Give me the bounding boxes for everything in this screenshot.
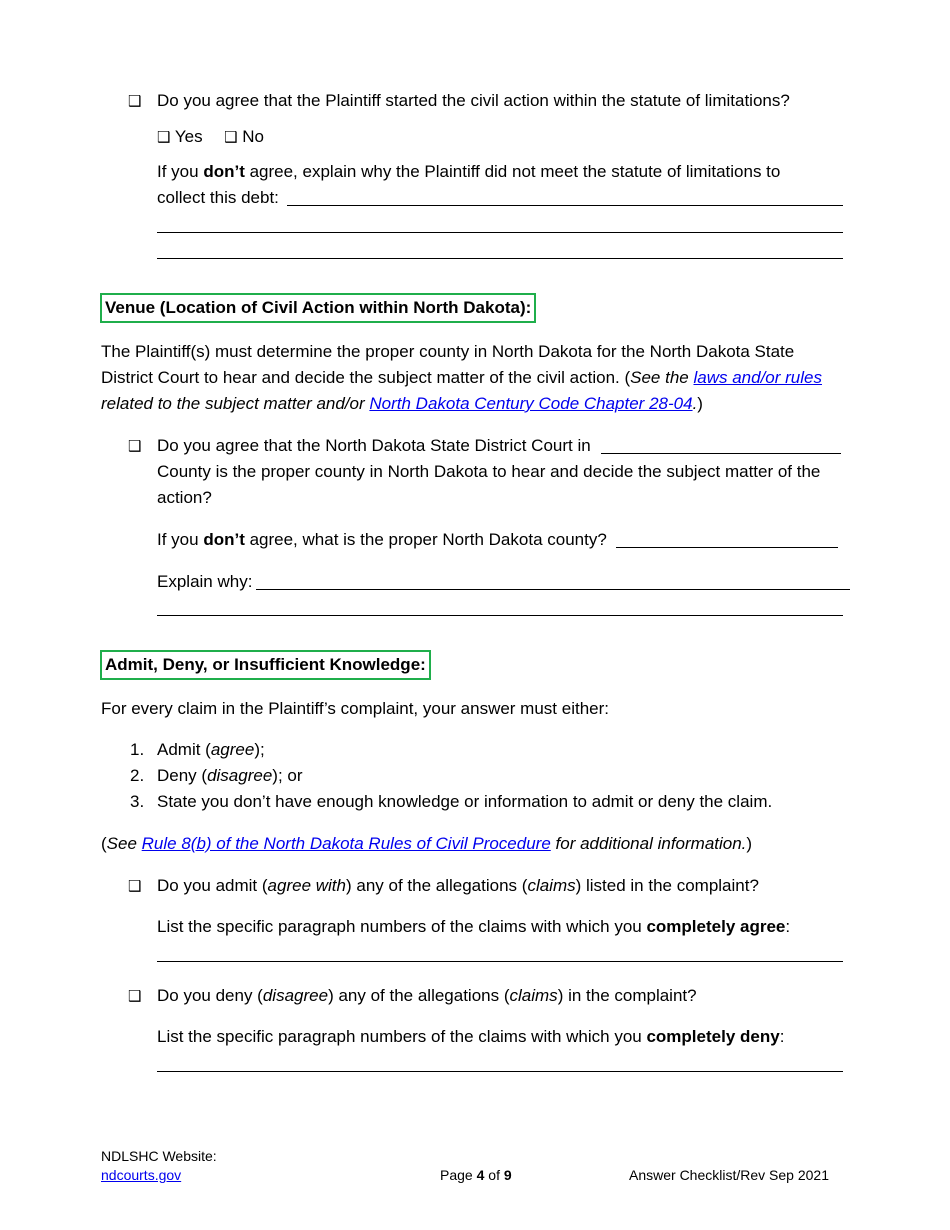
admit-intro: For every claim in the Plaintiff’s complaint, your answer must either: [101, 699, 609, 718]
laws-rules-link[interactable]: laws and/or rules [693, 368, 822, 387]
sol-collect-label: collect this debt: [157, 188, 279, 207]
dont-bold: don’t [203, 162, 245, 181]
list-item: Deny (disagree); or [157, 766, 303, 785]
admit-deny-header: Admit, Deny, or Insufficient Knowledge: [100, 650, 431, 680]
sol-yes-no [157, 124, 264, 150]
sol-explain-blank-2[interactable] [157, 232, 843, 233]
admit-question: Do you admit (agree with) any of the allegations (claims) listed in the complaint? [157, 876, 759, 895]
rule-8b-reference: (See Rule 8(b) of the North Dakota Rules of Civil Procedure for additional information.) [101, 834, 753, 853]
venue-para-line2: District Court to hear and decide the subject matter of the civil action. (See the laws and/or rules [101, 368, 822, 387]
yes-label: Yes [174, 127, 203, 146]
venue-para-line1: The Plaintiff(s) must determine the proper county in North Dakota for the North Dakota State [101, 342, 795, 361]
sol-explain-line1: If you don’t agree, explain why the Plaintiff did not meet the statute of limitations to [157, 162, 781, 181]
checkbox-icon[interactable]: ❑ [128, 92, 142, 110]
agree-paragraphs-blank[interactable] [157, 961, 843, 962]
rule-8b-link[interactable]: Rule 8(b) of the North Dakota Rules of Civil Procedure [141, 834, 551, 853]
venue-question-line1: Do you agree that the North Dakota State District Court in [157, 436, 591, 455]
yes-checkbox-icon[interactable]: ❑ [157, 128, 171, 146]
list-agree-label: List the specific paragraph numbers of the claims with which you completely agree: [157, 917, 791, 936]
list-item-number: 2. [130, 766, 145, 785]
ndcourts-link[interactable]: ndcourts.gov [101, 1167, 182, 1183]
venue-question-line2: County is the proper county in North Dakota to hear and decide the subject matter of the [157, 462, 821, 481]
page-number: Page 4 of 9 [440, 1167, 512, 1183]
sol-explain-blank-3[interactable] [157, 258, 843, 259]
no-checkbox-icon[interactable]: ❑ [224, 128, 238, 146]
list-deny-label: List the specific paragraph numbers of the claims with which you completely deny: [157, 1027, 785, 1046]
explain-why-blank-2[interactable] [157, 615, 843, 616]
checkbox-icon[interactable]: ❑ [128, 437, 142, 455]
explain-why-label: Explain why: [157, 572, 253, 591]
revision-label: Answer Checklist/Rev Sep 2021 [629, 1167, 829, 1183]
county-blank[interactable] [601, 453, 841, 454]
list-item-number: 1. [130, 740, 145, 759]
deny-paragraphs-blank[interactable] [157, 1071, 843, 1072]
venue-header: Venue (Location of Civil Action within North Dakota): [100, 293, 536, 323]
list-item-number: 3. [130, 792, 145, 811]
venue-question-line3: action? [157, 488, 212, 507]
explain-why-blank-1[interactable] [256, 589, 850, 590]
venue-county-question: If you don’t agree, what is the proper North Dakota county? [157, 530, 607, 549]
checkbox-icon[interactable]: ❑ [128, 877, 142, 895]
sol-question: Do you agree that the Plaintiff started the civil action within the statute of limitations? [157, 91, 790, 110]
footer-site-label: NDLSHC Website: [101, 1148, 217, 1164]
list-item: State you don’t have enough knowledge or information to admit or deny the claim. [157, 792, 773, 811]
sol-explain-blank-1[interactable] [287, 205, 843, 206]
deny-question: Do you deny (disagree) any of the allegations (claims) in the complaint? [157, 986, 697, 1005]
ndcc-28-04-link[interactable]: North Dakota Century Code Chapter 28-04 [369, 394, 693, 413]
venue-para-line3: related to the subject matter and/or North Dakota Century Code Chapter 28-04.) [101, 394, 703, 413]
checkbox-icon[interactable]: ❑ [128, 987, 142, 1005]
dont-bold: don’t [203, 530, 245, 549]
no-label: No [242, 127, 264, 146]
proper-county-blank[interactable] [616, 547, 838, 548]
list-item: Admit (agree); [157, 740, 265, 759]
